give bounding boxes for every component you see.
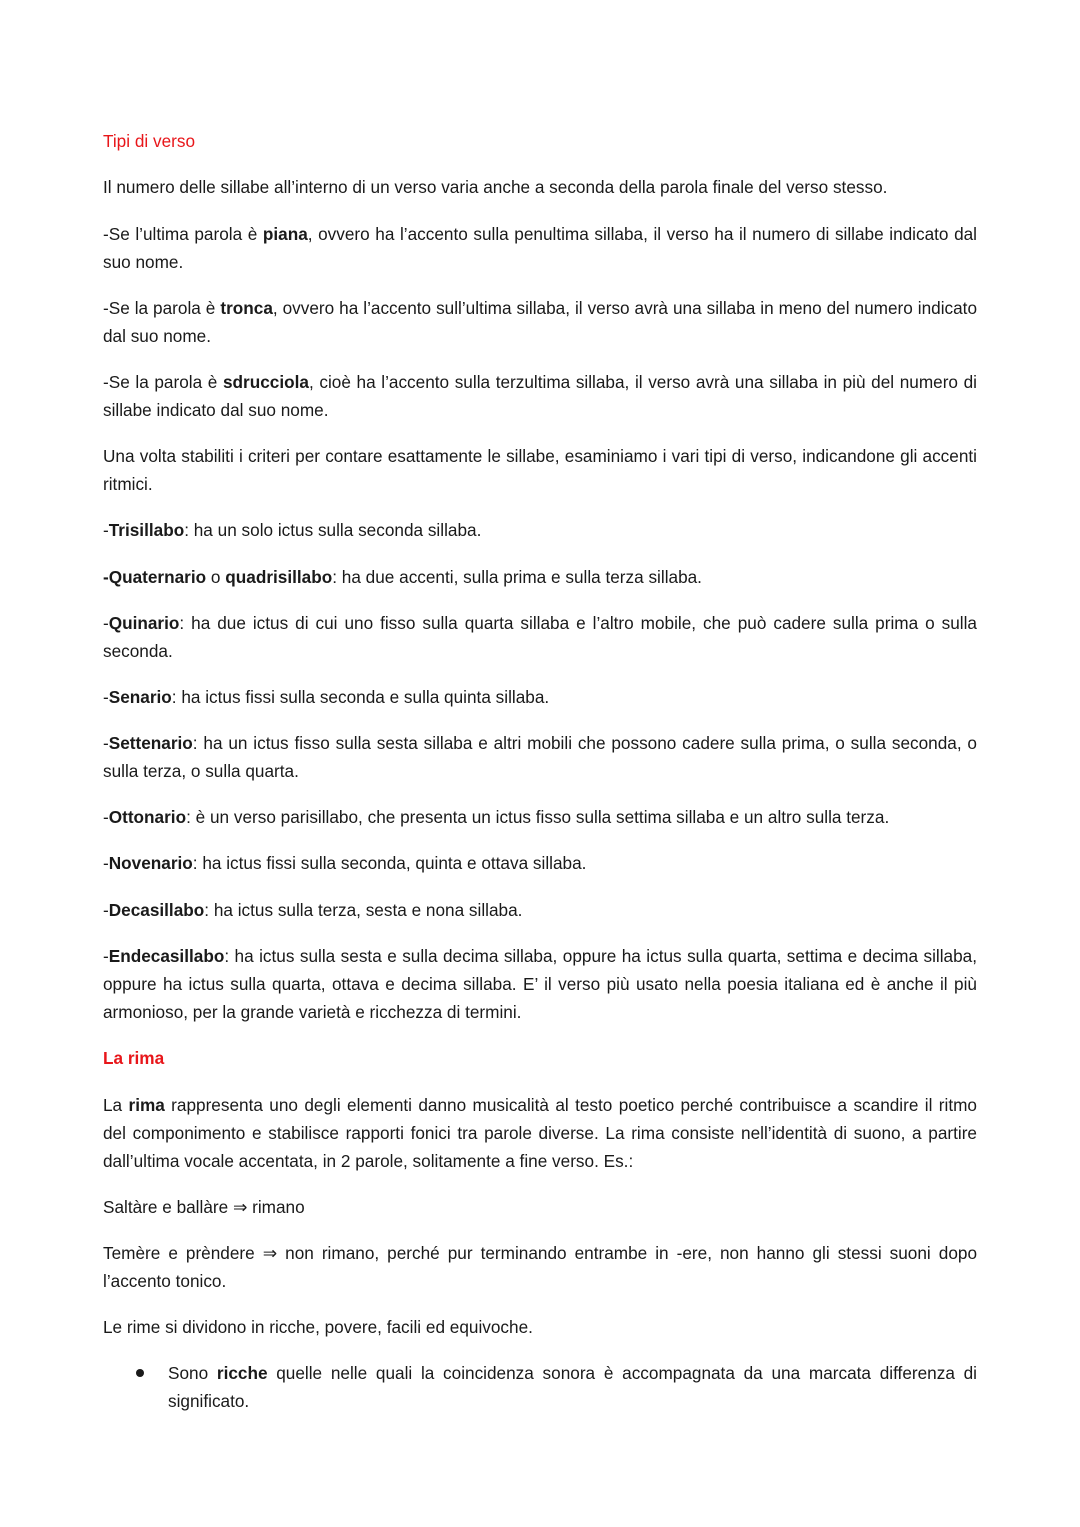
verse-ottonario: -Ottonario: è un verso parisillabo, che presenta un ictus fisso sulla settima sillaba e un altro sulla terza. — [103, 807, 890, 827]
sdrucciola-paragraph: -Se la parola è sdrucciola, cioè ha l’accento sulla terzultima sillaba, il verso avrà una sillaba in più del numero di sillabe indicato dal suo nome. — [103, 372, 977, 420]
verse-quaternario: -Quaternario o quadrisillabo: ha due accenti, sulla prima e sulla terza sillaba. — [103, 567, 702, 587]
intro-paragraph: Il numero delle sillabe all’interno di un verso varia anche a seconda della parola finale del verso stesso. — [103, 177, 888, 197]
verse-endecasillabo: -Endecasillabo: ha ictus sulla sesta e sulla decima sillaba, oppure ha ictus sulla quarta, settima e decima sillaba, oppure ha ictus sulla quarta, ottava e decima sillaba. E’ il verso più usato nella poesia italiana ed è anche il più armonioso, per la grande varietà e ricchezza di termini. — [103, 946, 977, 1022]
rima-types-paragraph: Le rime si dividono in ricche, povere, facili ed equivoche. — [103, 1317, 533, 1337]
rima-example-2: Temère e prèndere ⇒ non rimano, perché pur terminando entrambe in -ere, non hanno gli stessi suoni dopo l’accento tonico. — [103, 1243, 977, 1291]
rima-example-1: Saltàre e ballàre ⇒ rimano — [103, 1197, 305, 1217]
verse-trisillabo: -Trisillabo: ha un solo ictus sulla seconda sillaba. — [103, 520, 482, 540]
verse-settenario: -Settenario: ha un ictus fisso sulla sesta sillaba e altri mobili che possono cadere sulla prima, o sulla seconda, o sulla terza, o sulla quarta. — [103, 733, 977, 781]
rima-paragraph: La rima rappresenta uno degli elementi danno musicalità al testo poetico perché contribuisce a scandire il ritmo del componimento e stabilisce rapporti fonici tra parole diverse. La rima consiste nell’identità di suono, a partire dall’ultima vocale accentata, in 2 parole, solitamente a fine verso. Es.: — [103, 1095, 977, 1171]
verse-decasillabo: -Decasillabo: ha ictus sulla terza, sesta e nona sillaba. — [103, 900, 523, 920]
piana-paragraph: -Se l’ultima parola è piana, ovvero ha l’accento sulla penultima sillaba, il verso ha il numero di sillabe indicato dal suo nome. — [103, 224, 977, 272]
section-title-la-rima: La rima — [103, 1048, 165, 1068]
verse-novenario: -Novenario: ha ictus fissi sulla seconda, quinta e ottava sillaba. — [103, 853, 587, 873]
section-title-tipi-di-verso: Tipi di verso — [103, 131, 196, 151]
criteri-paragraph: Una volta stabiliti i criteri per contare esattamente le sillabe, esaminiamo i vari tipi di verso, indicandone gli accenti ritmici. — [103, 446, 977, 494]
verse-senario: -Senario: ha ictus fissi sulla seconda e sulla quinta sillaba. — [103, 687, 550, 707]
tronca-paragraph: -Se la parola è tronca, ovvero ha l’accento sull’ultima sillaba, il verso avrà una sillaba in meno del numero indicato dal suo nome. — [103, 298, 978, 346]
verse-quinario: -Quinario: ha due ictus di cui uno fisso sulla quarta sillaba e l’altro mobile, che può cadere sulla prima o sulla seconda. — [103, 613, 977, 661]
list-item-ricche: Sono ricche quelle nelle quali la coincidenza sonora è accompagnata da una marcata differenza di significato. — [168, 1363, 977, 1411]
bullet-icon — [136, 1369, 144, 1377]
